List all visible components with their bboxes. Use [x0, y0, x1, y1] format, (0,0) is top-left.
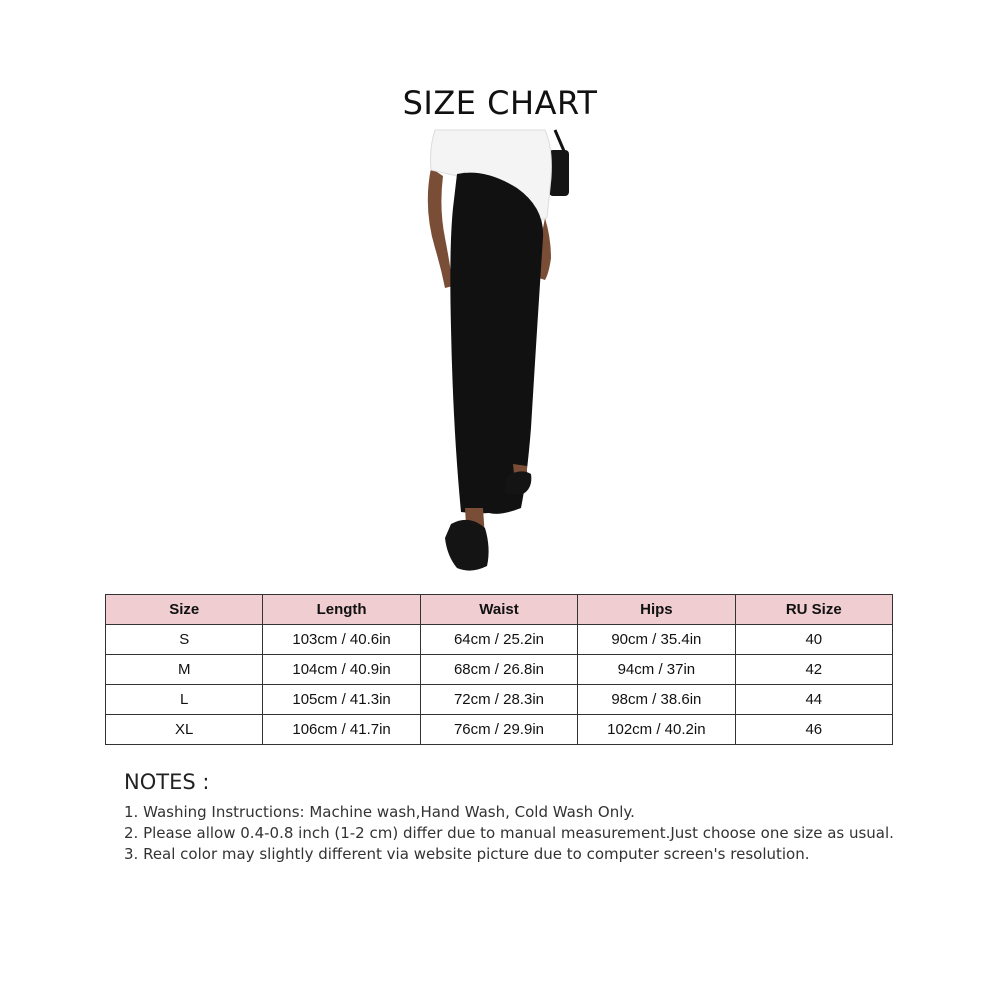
- cell-length: 104cm / 40.9in: [263, 655, 420, 685]
- cell-hips: 90cm / 35.4in: [578, 625, 735, 655]
- cell-ru-size: 40: [735, 625, 892, 655]
- table-row: [106, 625, 893, 655]
- cell-size: M: [106, 655, 263, 685]
- header-waist: Waist: [420, 595, 577, 625]
- note-item: 2. Please allow 0.4-0.8 inch (1-2 cm) differ due to manual measurement.Just choose one size as usual.: [124, 824, 894, 842]
- cell-hips: 98cm / 38.6in: [578, 685, 735, 715]
- notes-title: NOTES :: [124, 770, 210, 794]
- table-row: [106, 715, 893, 745]
- left-arm: [428, 168, 453, 288]
- cell-waist: 68cm / 26.8in: [420, 655, 577, 685]
- page-title: SIZE CHART: [402, 84, 598, 122]
- cell-size: XL: [106, 715, 263, 745]
- cell-size: L: [106, 685, 263, 715]
- note-item: 1. Washing Instructions: Machine wash,Hand Wash, Cold Wash Only.: [124, 803, 635, 821]
- header-length: Length: [263, 595, 420, 625]
- cell-hips: 102cm / 40.2in: [578, 715, 735, 745]
- cell-waist: 72cm / 28.3in: [420, 685, 577, 715]
- cell-length: 106cm / 41.7in: [263, 715, 420, 745]
- cell-waist: 76cm / 29.9in: [420, 715, 577, 745]
- header-hips: Hips: [578, 595, 735, 625]
- cell-length: 103cm / 40.6in: [263, 625, 420, 655]
- cell-ru-size: 42: [735, 655, 892, 685]
- notes-list: [124, 802, 924, 865]
- table-row: [106, 655, 893, 685]
- cell-waist: 64cm / 25.2in: [420, 625, 577, 655]
- table-header-row: [106, 595, 893, 625]
- header-ru-size: RU Size: [735, 595, 892, 625]
- note-item: 3. Real color may slightly different via website picture due to computer screen's resolution.: [124, 845, 810, 863]
- cell-ru-size: 46: [735, 715, 892, 745]
- header-size: Size: [106, 595, 263, 625]
- table-row: [106, 685, 893, 715]
- left-sandal: [445, 520, 489, 571]
- cell-length: 105cm / 41.3in: [263, 685, 420, 715]
- cell-hips: 94cm / 37in: [578, 655, 735, 685]
- cell-size: S: [106, 625, 263, 655]
- shoulder-bag: [549, 150, 569, 196]
- notes-section: [124, 770, 924, 865]
- product-photo: [395, 128, 595, 578]
- size-chart-table: [105, 594, 893, 745]
- cell-ru-size: 44: [735, 685, 892, 715]
- skirt: [450, 173, 543, 514]
